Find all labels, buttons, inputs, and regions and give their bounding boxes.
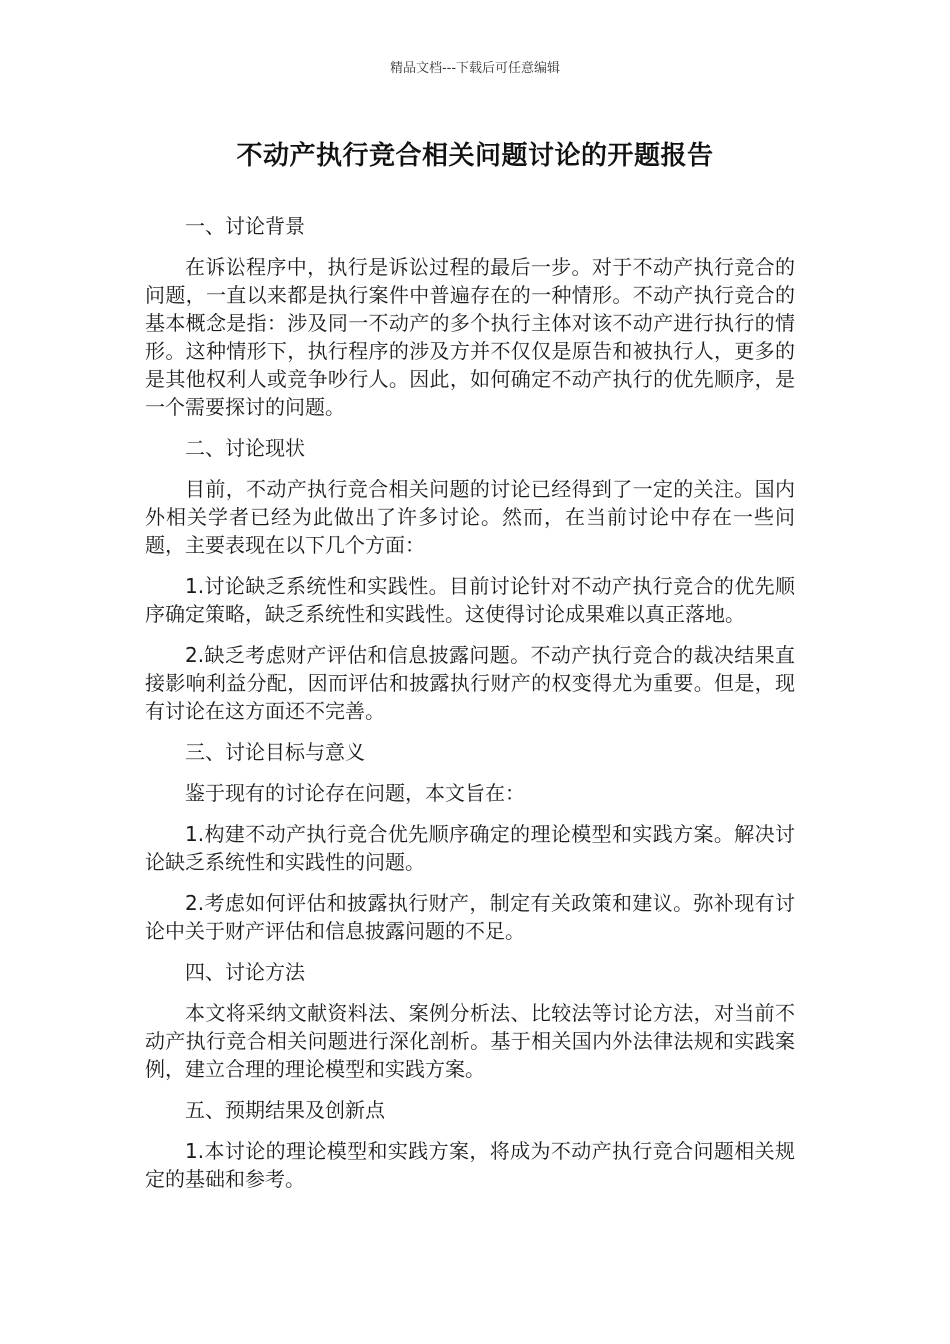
list-paragraph: 2.考虑如何评估和披露执行财产，制定有关政策和建议。弥补现有讨论中关于财产评估和信息披露问题的不足。 — [145, 891, 795, 943]
section-heading-methods: 四、讨论方法 — [185, 960, 305, 984]
list-paragraph: 2.缺乏考虑财产评估和信息披露问题。不动产执行竞合的裁决结果直接影响利益分配，因而评估和披露执行财产的权变得尤为重要。但是，现有讨论在这方面还不完善。 — [145, 643, 795, 723]
paragraph: 本文将采纳文献资料法、案例分析法、比较法等讨论方法，对当前不动产执行竞合相关问题进行深化剖析。基于相关国内外法律法规和实践案例，建立合理的理论模型和实践方案。 — [145, 1001, 795, 1081]
header-note: 精品文档---下载后可任意编辑 — [389, 61, 561, 76]
paragraph: 目前，不动产执行竞合相关问题的讨论已经得到了一定的关注。国内外相关学者已经为此做出了许多讨论。然而，在当前讨论中存在一些问题，主要表现在以下几个方面： — [145, 477, 795, 557]
list-paragraph: 1.本讨论的理论模型和实践方案，将成为不动产执行竞合问题相关规定的基础和参考。 — [145, 1139, 795, 1191]
section-heading-goals: 三、讨论目标与意义 — [185, 740, 365, 764]
section-heading-expected-results: 五、预期结果及创新点 — [185, 1098, 385, 1122]
paragraph: 在诉讼程序中，执行是诉讼过程的最后一步。对于不动产执行竞合的问题，一直以来都是执行案件中普遍存在的一种情形。不动产执行竞合的基本概念是指：涉及同一不动产的多个执行主体对该不动产进行执行的情形。这种情形下，执行程序的涉及方并不仅仅是原告和被执行人，更多的是其他权利人或竞争吵行人。因此，如何确定不动产执行的优先顺序，是一个需要探讨的问题。 — [145, 255, 795, 419]
list-paragraph: 1.讨论缺乏系统性和实践性。目前讨论针对不动产执行竞合的优先顺序确定策略，缺乏系统性和实践性。这使得讨论成果难以真正落地。 — [145, 574, 795, 626]
document-title: 不动产执行竞合相关问题讨论的开题报告 — [236, 141, 714, 171]
section-heading-background: 一、讨论背景 — [185, 214, 305, 238]
list-paragraph: 1.构建不动产执行竞合优先顺序确定的理论模型和实践方案。解决讨论缺乏系统性和实践性的问题。 — [145, 822, 795, 874]
document-body — [145, 212, 795, 1206]
section-heading-status: 二、讨论现状 — [185, 436, 305, 460]
paragraph: 鉴于现有的讨论存在问题，本文旨在： — [185, 781, 525, 805]
